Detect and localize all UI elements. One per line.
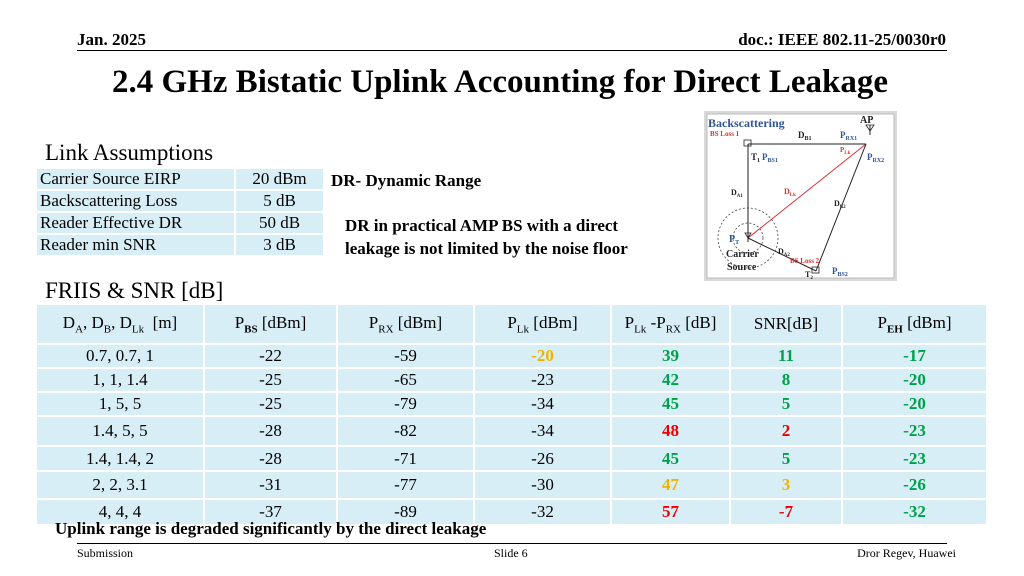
cell-distances: 1, 1, 1.4 xyxy=(36,368,204,392)
cell-peh: -23 xyxy=(842,446,987,471)
dr-note xyxy=(345,214,628,260)
col-header-snr: SNR[dB] xyxy=(730,304,842,344)
table-row xyxy=(36,392,987,416)
cell-distances: 2, 2, 3.1 xyxy=(36,471,204,499)
diagram-bs-loss-1: BS Loss 1 xyxy=(710,130,740,138)
header-rule xyxy=(77,50,947,51)
cell-prx: -79 xyxy=(337,392,474,416)
table-row xyxy=(36,190,324,212)
link-assumptions-table xyxy=(35,167,325,257)
cell-peh: -32 xyxy=(842,499,987,525)
cell-pbs: -31 xyxy=(204,471,337,499)
footer-slide-number: Slide 6 xyxy=(494,546,528,560)
cell-pbs: -25 xyxy=(204,368,337,392)
cell-prx: -71 xyxy=(337,446,474,471)
footer-rule xyxy=(77,543,947,544)
link-label: Reader Effective DR xyxy=(36,212,235,234)
footer-submission: Submission xyxy=(77,546,134,560)
link-value: 50 dB xyxy=(235,212,324,234)
friis-snr-table xyxy=(35,303,988,526)
link-assumptions-heading: Link Assumptions xyxy=(45,140,214,165)
link-value: 3 dB xyxy=(235,234,324,256)
cell-plk: -20 xyxy=(474,344,611,368)
cell-plk-prx: 57 xyxy=(611,499,730,525)
cell-snr: 11 xyxy=(730,344,842,368)
svg-text:PBS2: $P_{BS2}$ xyxy=(832,266,848,278)
table-row xyxy=(36,234,324,256)
friis-snr-heading: FRIIS & SNR [dB] xyxy=(45,278,224,303)
svg-text:DB2: $D_{B2}$ xyxy=(834,199,846,210)
header-doc-id: doc.: IEEE 802.11-25/0030r0 xyxy=(738,30,946,49)
cell-snr: 3 xyxy=(730,471,842,499)
link-label: Carrier Source EIRP xyxy=(36,168,235,190)
cell-snr: 2 xyxy=(730,416,842,446)
table-row xyxy=(36,446,987,471)
dr-note-line: leakage is not limited by the noise floor xyxy=(345,239,628,258)
cell-prx: -89 xyxy=(337,499,474,525)
dr-definition: DR- Dynamic Range xyxy=(331,171,482,190)
diagram-bs-loss-2: BS Loss 2 xyxy=(790,257,820,265)
cell-prx: -59 xyxy=(337,344,474,368)
table-row xyxy=(36,471,987,499)
link-label: Backscattering Loss xyxy=(36,190,235,212)
cell-distances: 0.7, 0.7, 1 xyxy=(36,344,204,368)
cell-pbs: -22 xyxy=(204,344,337,368)
table-row xyxy=(36,368,987,392)
cell-plk: -34 xyxy=(474,416,611,446)
cell-snr: 5 xyxy=(730,392,842,416)
cell-plk: -34 xyxy=(474,392,611,416)
diagram-backscattering: Backscattering xyxy=(708,116,785,130)
cell-plk-prx: 45 xyxy=(611,392,730,416)
cell-distances: 1.4, 5, 5 xyxy=(36,416,204,446)
cell-prx: -65 xyxy=(337,368,474,392)
table-row xyxy=(36,344,987,368)
cell-plk: -26 xyxy=(474,446,611,471)
diagram-source: Source xyxy=(727,262,757,273)
svg-text:PRX1: $P_{RX1}$ xyxy=(840,130,858,142)
svg-text:PT: $P_T$ xyxy=(729,234,740,246)
svg-text:DA2: $D_{A2}$ xyxy=(778,247,790,258)
table-row xyxy=(36,416,987,446)
link-value: 20 dBm xyxy=(235,168,324,190)
table-row xyxy=(36,212,324,234)
svg-text:T1: $T_1$ xyxy=(751,152,761,164)
conclusion-text: Uplink range is degraded significantly by the direct leakage xyxy=(55,519,487,538)
table-header-row xyxy=(36,304,987,344)
cell-snr: -7 xyxy=(730,499,842,525)
cell-peh: -17 xyxy=(842,344,987,368)
cell-plk-prx: 48 xyxy=(611,416,730,446)
col-header-distances: $D_A$, $D_B$, $D_{Lk}$ [m] xyxy=(36,304,204,344)
col-header-prx: $P_{RX}$ [dBm] xyxy=(337,304,474,344)
svg-text:DB1: $D_{B1}$ xyxy=(798,130,812,142)
cell-plk-prx: 39 xyxy=(611,344,730,368)
cell-plk: -30 xyxy=(474,471,611,499)
col-header-plk: $P_{Lk}$ [dBm] xyxy=(474,304,611,344)
table-row xyxy=(36,168,324,190)
cell-distances: 4, 4, 4 xyxy=(36,499,204,525)
col-header-pbs: $P_{BS}$ [dBm] xyxy=(204,304,337,344)
svg-text:DLk: $D_{Lk}$ xyxy=(784,187,796,198)
cell-peh: -23 xyxy=(842,416,987,446)
diagram-carrier: Carrier xyxy=(726,249,759,260)
slide-title: 2.4 GHz Bistatic Uplink Accounting for Direct Leakage xyxy=(111,64,889,100)
cell-prx: -82 xyxy=(337,416,474,446)
cell-plk: -32 xyxy=(474,499,611,525)
link-value: 5 dB xyxy=(235,190,324,212)
cell-peh: -26 xyxy=(842,471,987,499)
cell-plk-prx: 42 xyxy=(611,368,730,392)
header-date: Jan. 2025 xyxy=(77,30,146,49)
cell-plk: -23 xyxy=(474,368,611,392)
col-header-peh: $P_{EH}$ [dBm] xyxy=(842,304,987,344)
diagram-ap: AP xyxy=(860,115,874,126)
cell-distances: 1, 5, 5 xyxy=(36,392,204,416)
bistatic-diagram xyxy=(704,111,897,281)
cell-pbs: -37 xyxy=(204,499,337,525)
svg-text:DA1: $D_{A1}$ xyxy=(731,188,743,199)
cell-peh: -20 xyxy=(842,392,987,416)
svg-text:PBS1: $P_{BS1}$ xyxy=(762,152,778,164)
cell-plk-prx: 47 xyxy=(611,471,730,499)
svg-text:PRX2: $P_{RX2}$ xyxy=(867,152,885,164)
col-header-plk-prx: $P_{Lk}$ $-P_{RX}$ [dB] xyxy=(611,304,730,344)
cell-distances: 1.4, 1.4, 2 xyxy=(36,446,204,471)
cell-pbs: -28 xyxy=(204,446,337,471)
cell-snr: 8 xyxy=(730,368,842,392)
cell-prx: -77 xyxy=(337,471,474,499)
footer-author: Dror Regev, Huawei xyxy=(857,546,956,560)
svg-text:T2: $T_2$ xyxy=(805,270,813,281)
cell-pbs: -25 xyxy=(204,392,337,416)
svg-text:PLk: $P_{Lk}$ xyxy=(840,146,851,156)
cell-pbs: -28 xyxy=(204,416,337,446)
cell-peh: -20 xyxy=(842,368,987,392)
cell-plk-prx: 45 xyxy=(611,446,730,471)
link-label: Reader min SNR xyxy=(36,234,235,256)
dr-note-line: DR in practical AMP BS with a direct xyxy=(345,216,619,235)
cell-snr: 5 xyxy=(730,446,842,471)
